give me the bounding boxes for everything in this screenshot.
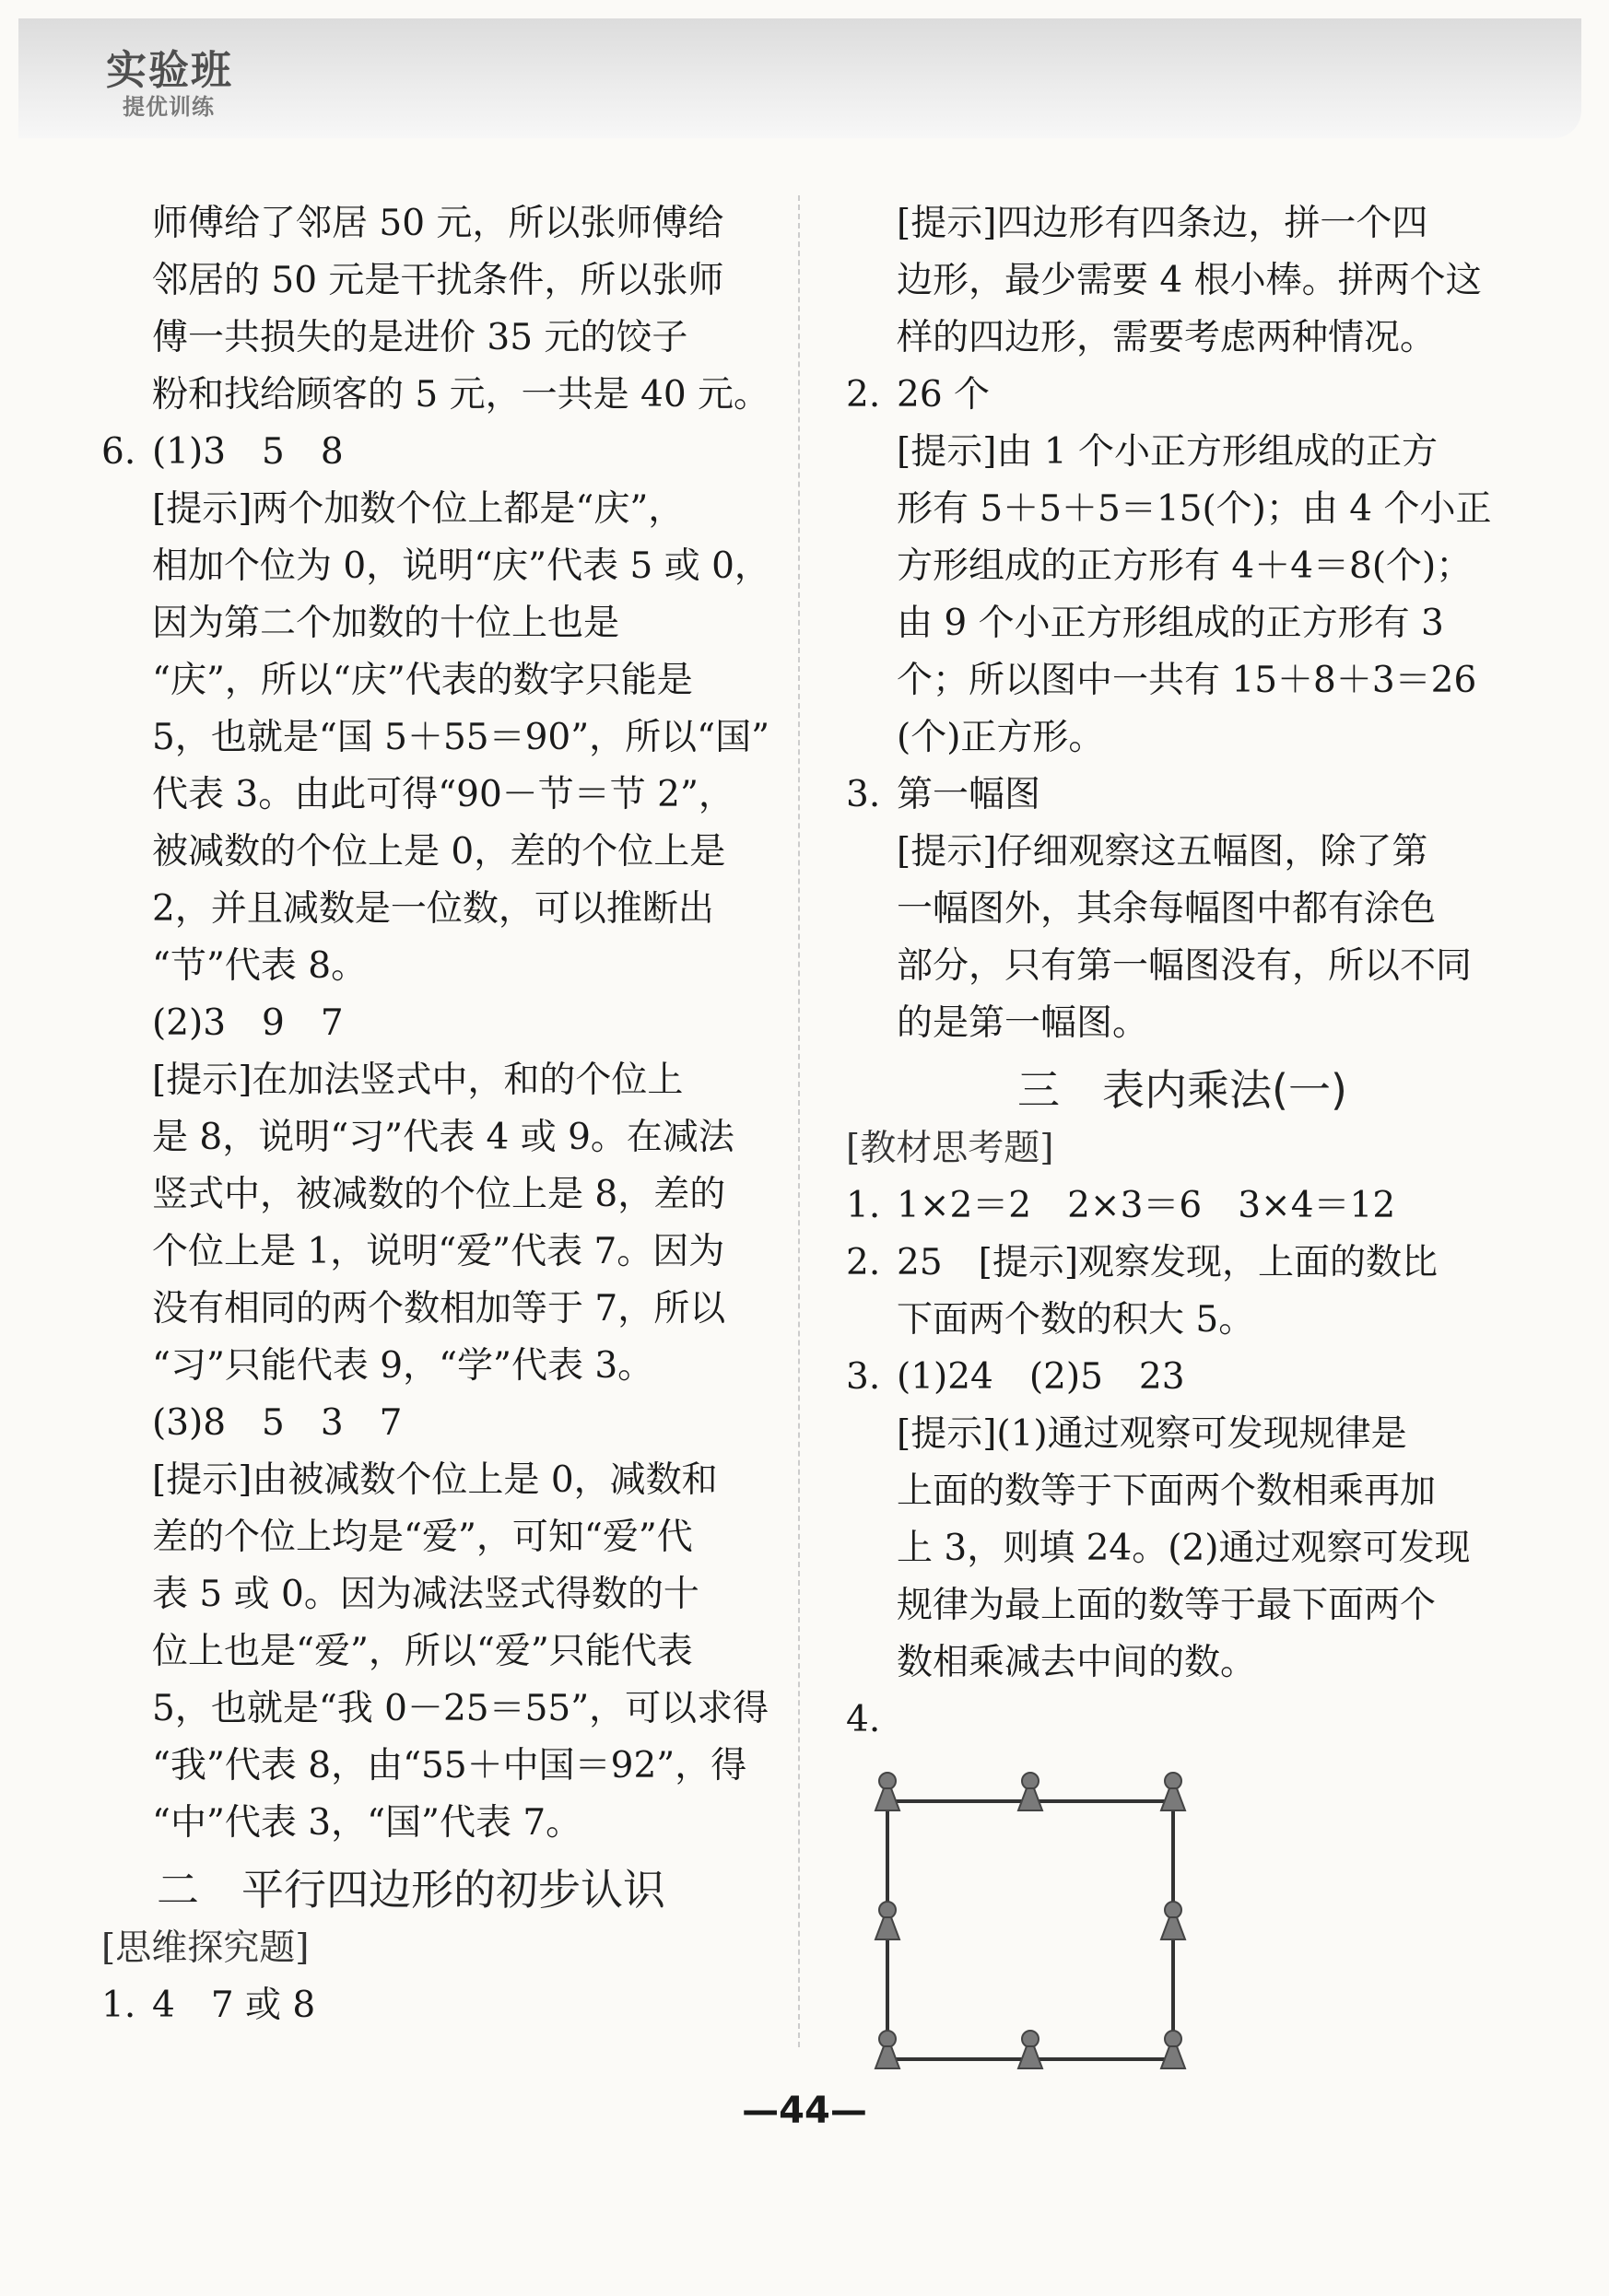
hint-line: 没有相同的两个数相加等于 7，所以 — [152, 1288, 726, 1330]
pawn-icon — [1018, 2031, 1042, 2068]
hint-line: [提示]两个加数个位上都是“庆”， — [152, 488, 685, 530]
hint-line: 代表 3。由此可得“90－节＝节 2”， — [152, 774, 734, 815]
hint-line: [提示]仔细观察这五幅图，除了第 — [897, 831, 1428, 873]
hint-line: (个)正方形。 — [897, 717, 1105, 758]
hint-line: 方形组成的正方形有 4＋4＝8(个)； — [897, 545, 1473, 587]
hint-line: 2，并且减数是一位数，可以推断出 — [152, 888, 714, 930]
hint-line: 上面的数等于下面两个数相乘再加 — [897, 1470, 1437, 1512]
hint-line: 5，也就是“国 5＋55＝90”，所以“国” — [152, 717, 770, 758]
hint-line: 形有 5＋5＋5＝15(个)；由 4 个小正 — [897, 488, 1492, 530]
answer-line: 4 7 或 8 — [152, 1985, 316, 2026]
textbook-question-3 — [846, 1349, 1519, 1692]
hint-line: [提示]四边形有四条边，拼一个四 — [897, 203, 1428, 244]
question-number: 6. — [101, 431, 136, 473]
hint-line: 由 9 个小正方形组成的正方形有 3 — [897, 603, 1444, 644]
hint-line: 规律为最上面的数等于最下面两个 — [897, 1585, 1437, 1626]
question-3 — [846, 767, 1519, 1052]
hint-line: 部分，只有第一幅图没有，所以不同 — [897, 945, 1473, 987]
question-1 — [101, 1977, 802, 2034]
hint-line: 个位上是 1，说明“爱”代表 7。因为 — [152, 1231, 725, 1272]
pawn-icon — [1161, 1902, 1185, 1939]
hint-line: “节”代表 8。 — [152, 945, 368, 987]
intro-paragraph — [101, 195, 802, 424]
right-column — [846, 195, 1519, 1740]
hint-line: 竖式中，被减数的个位上是 8，差的 — [152, 1174, 726, 1215]
hint-line: 因为第二个加数的十位上也是 — [152, 603, 620, 644]
question-2 — [846, 367, 1519, 767]
hint-line: “庆”，所以“庆”代表的数字只能是 — [152, 660, 693, 701]
text-line: 粉和找给顾客的 5 元，一共是 40 元。 — [152, 374, 770, 416]
hint-line: “习”只能代表 9，“学”代表 3。 — [152, 1345, 654, 1387]
left-column — [101, 195, 802, 2034]
pawn-icon — [875, 1773, 899, 1810]
answer-line: 25 [提示]观察发现，上面的数比 — [897, 1242, 1439, 1283]
stick-square-figure — [846, 1769, 1233, 2073]
answer-line: 26 个 — [897, 374, 991, 416]
pawn-icon — [875, 2031, 899, 2068]
question-number: 4. — [846, 1699, 881, 1740]
hint-line: 数相乘减去中间的数。 — [897, 1642, 1257, 1683]
hint-line: 个；所以图中一共有 15＋8＋3＝26 — [897, 660, 1477, 701]
answer-line: 1×2＝2 2×3＝6 3×4＝12 — [897, 1185, 1396, 1226]
section-title: 二 平行四边形的初步认识 — [157, 1865, 665, 1915]
hint-line: “我”代表 8，由“55＋中国＝92”，得 — [152, 1745, 747, 1786]
category-tag: [思维探究题] — [101, 1927, 310, 1969]
question-number: 1. — [101, 1985, 136, 2026]
hint-line: 表 5 或 0。因为减法竖式得数的十 — [152, 1574, 699, 1615]
pawn-icon — [875, 1902, 899, 1939]
hint-line: [提示]由 1 个小正方形组成的正方 — [897, 431, 1439, 473]
hint-line: [提示]由被减数个位上是 0，减数和 — [152, 1459, 718, 1501]
text-line: 师傅给了邻居 50 元，所以张师傅给 — [152, 203, 724, 244]
hint-line: 差的个位上均是“爱”，可知“爱”代 — [152, 1517, 693, 1558]
answer-line: (2)3 9 7 — [152, 1002, 344, 1044]
question-number: 3. — [846, 774, 881, 815]
textbook-question-1 — [846, 1177, 1519, 1235]
question-number: 2. — [846, 1242, 881, 1283]
hint-line: 一幅图外，其余每幅图中都有涂色 — [897, 888, 1437, 930]
header-band — [18, 18, 1581, 138]
pawn-icon — [1018, 1773, 1042, 1810]
page-number: —44— — [742, 2090, 867, 2132]
text-line: 傅一共损失的是进价 35 元的饺子 — [152, 317, 688, 358]
question-number: 1. — [846, 1185, 881, 1226]
answer-line: (1)3 5 8 — [152, 431, 344, 473]
answer-line: 第一幅图 — [897, 774, 1041, 815]
answer-line: (1)24 (2)5 23 — [897, 1356, 1185, 1398]
pawn-icon — [1161, 2031, 1185, 2068]
hint-line: 样的四边形，需要考虑两种情况。 — [897, 317, 1437, 358]
hint-line: [提示](1)通过观察可发现规律是 — [897, 1413, 1407, 1455]
hint-line: 上 3，则填 24。(2)通过观察可发现 — [897, 1528, 1471, 1569]
hint-line: 是 8，说明“习”代表 4 或 9。在减法 — [152, 1117, 734, 1158]
hint-line: 位上也是“爱”，所以“爱”只能代表 — [152, 1631, 693, 1672]
question-number: 2. — [846, 374, 881, 416]
brand-title: 实验班 — [106, 47, 233, 94]
textbook-question-2 — [846, 1235, 1519, 1349]
hint-line: 边形，最少需要 4 根小棒。拼两个这 — [897, 260, 1482, 301]
pawn-icon — [1161, 1773, 1185, 1810]
hint-line: [提示]在加法竖式中，和的个位上 — [152, 1060, 684, 1101]
hint-line: “中”代表 3，“国”代表 7。 — [152, 1802, 582, 1844]
hint-line: 被减数的个位上是 0，差的个位上是 — [152, 831, 726, 873]
hint-line: 5，也就是“我 0－25＝55”，可以求得 — [152, 1688, 769, 1729]
hint-line: 相加个位为 0，说明“庆”代表 5 或 0， — [152, 545, 770, 587]
text-line: 邻居的 50 元是干扰条件，所以张师 — [152, 260, 724, 301]
hint-line: 的是第一幅图。 — [897, 1002, 1149, 1044]
brand-logo — [106, 48, 233, 120]
question-number: 3. — [846, 1356, 881, 1398]
square-outline — [887, 1801, 1173, 2059]
section-title: 三 表内乘法(一) — [1017, 1065, 1347, 1115]
answer-line: (3)8 5 3 7 — [152, 1402, 403, 1444]
question-6 — [101, 424, 802, 1852]
hint-intro — [846, 195, 1519, 367]
category-tag: [教材思考题] — [846, 1128, 1054, 1169]
brand-subtitle: 提优训练 — [123, 94, 215, 120]
hint-line: 下面两个数的积大 5。 — [897, 1299, 1255, 1341]
